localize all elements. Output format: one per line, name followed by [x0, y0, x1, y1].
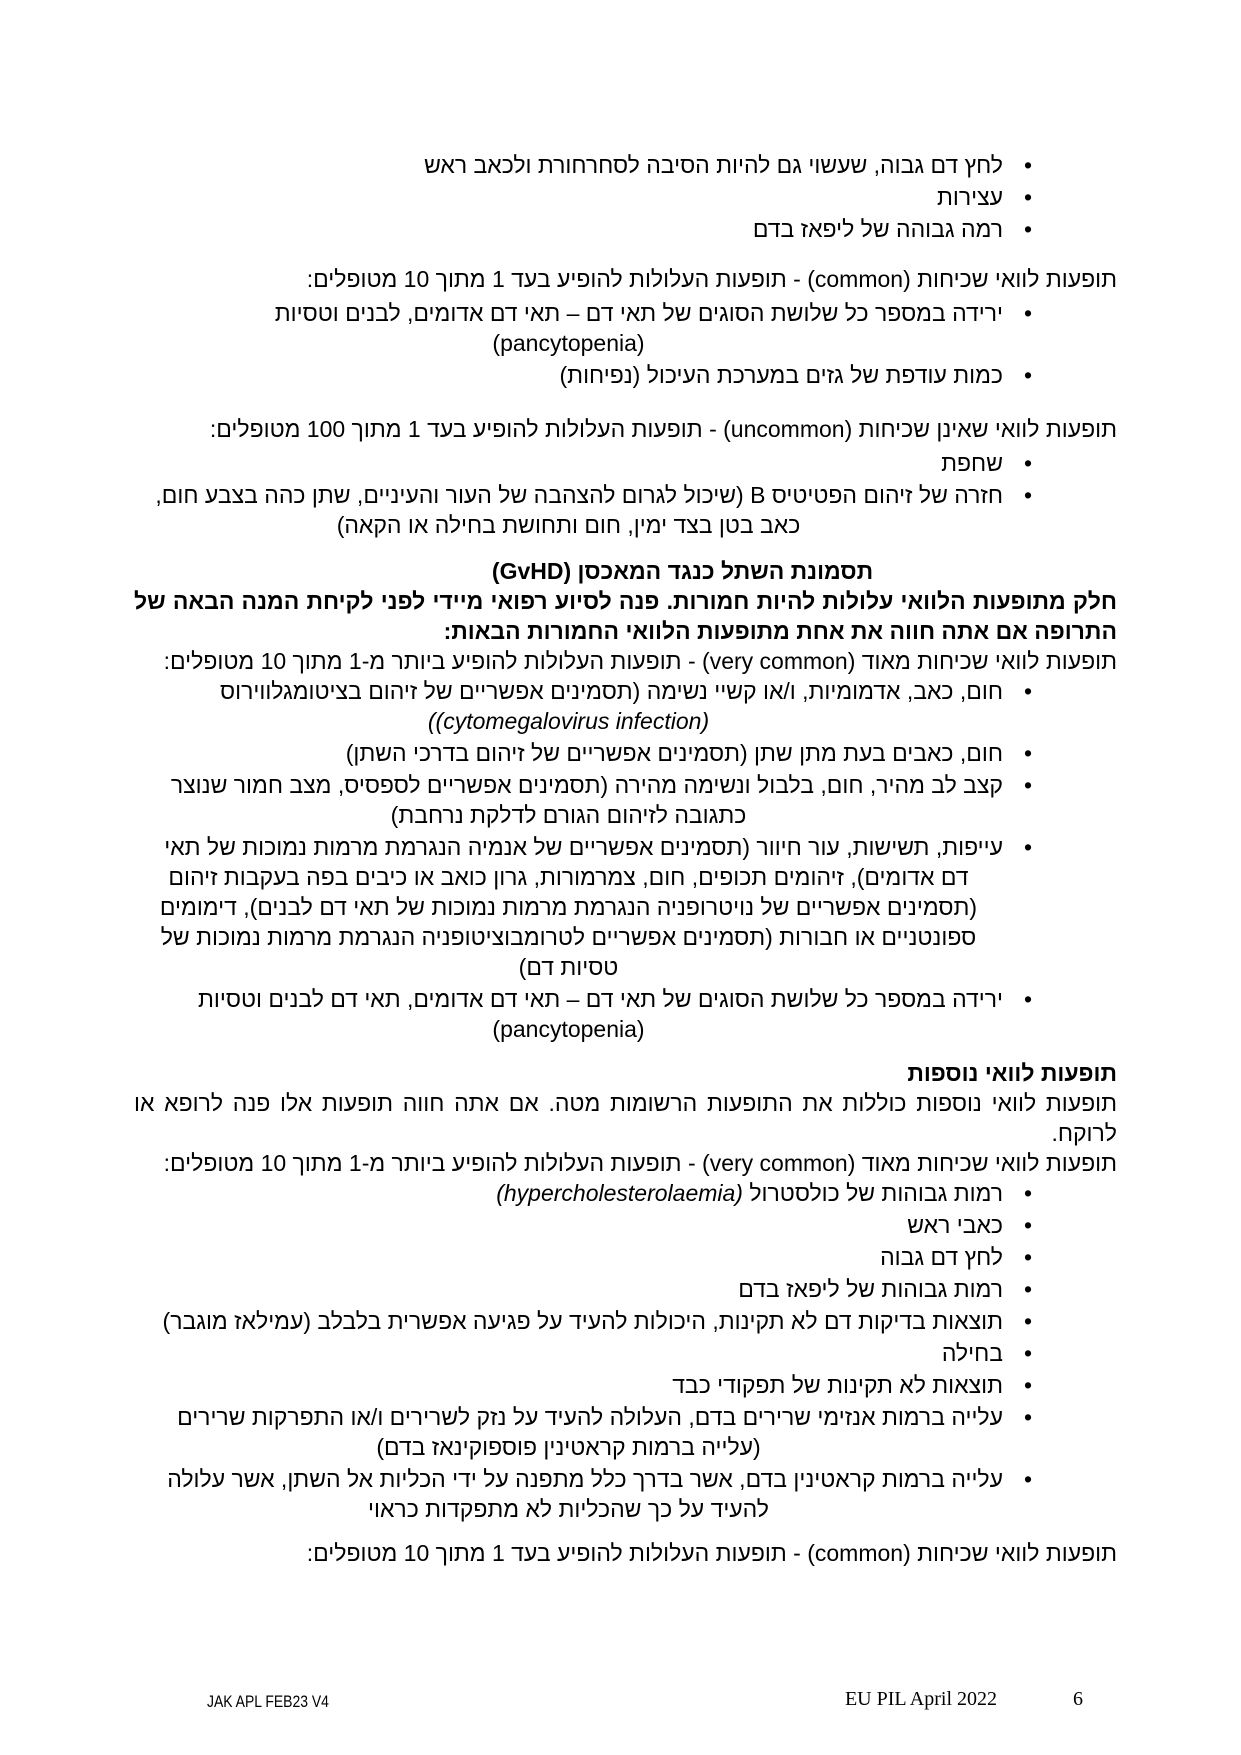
bullet-item-continuation-line	[134, 952, 1003, 982]
text-run: שחפת	[941, 450, 1003, 476]
bullet-icon: •	[1023, 1372, 1032, 1398]
text-run: עצירות	[936, 184, 1003, 210]
bullet-item	[134, 1464, 1032, 1524]
bullet-item-first-line	[134, 360, 1032, 390]
bullet-item	[134, 770, 1032, 830]
paragraph: תופעות לוואי שכיחות (common) - תופעות העלולות להופיע בעד 1 מתוך 10 מטופלים:	[306, 1540, 1117, 1566]
text-run: ירידה במספר כל שלושת הסוגים של תאי דם – תאי דם אדומים, תאי דם לבנים וטסיות	[198, 986, 1003, 1012]
bullet-item-continuation-line	[134, 510, 1003, 540]
bullet-item-first-line	[134, 182, 1032, 212]
text-run: (עלייה ברמות קראטינין פוספוקינאז בדם)	[376, 1434, 761, 1460]
bullet-list	[134, 676, 1117, 1044]
bullet-item-first-line	[134, 480, 1032, 510]
bullet-icon: •	[1023, 152, 1032, 178]
text-run: כמות עודפת של גזים במערכת העיכול (נפיחות)	[559, 362, 1003, 388]
bullet-item-first-line	[134, 984, 1032, 1014]
text-run: כאב בטן בצד ימין, חום ותחושת בחילה או הקאה)	[336, 512, 801, 538]
bullet-item-continuation-line	[134, 706, 1003, 736]
text-run: בחילה	[941, 1340, 1003, 1366]
bullet-item-first-line	[134, 298, 1032, 328]
bullet-icon: •	[1023, 1308, 1032, 1334]
footer-version-label: EU PIL April 2022	[844, 1688, 997, 1710]
text-run: תוצאות לא תקינות של תפקודי כבד	[672, 1372, 1003, 1398]
text-run: חום, כאב, אדמומיות, ו/או קשיי נשימה (תסמינים אפשריים של זיהום בציטומגלווירוס	[220, 678, 1003, 704]
text-run: לחץ דם גבוה	[880, 1244, 1003, 1270]
bullet-item-continuation-line	[134, 922, 1003, 952]
bullet-item-continuation-line	[134, 892, 1003, 922]
text-run: (pancytopenia)	[492, 330, 645, 356]
bullet-item-first-line	[134, 1402, 1032, 1432]
bullet-item-first-line	[134, 770, 1032, 800]
bullet-item-first-line	[134, 738, 1032, 768]
text-run: רמות גבוהות של כולסטרול	[742, 1180, 1003, 1206]
paragraph: תופעות לוואי שכיחות מאוד (very common) - תופעות העלולות להופיע ביותר מ-1 מתוך 10 מטופלים:	[163, 648, 1117, 674]
bullet-icon: •	[1023, 1180, 1032, 1206]
bullet-item	[134, 832, 1032, 982]
bullet-item	[134, 1242, 1032, 1272]
bullet-item	[134, 360, 1032, 390]
bullet-item-first-line	[134, 448, 1032, 478]
text-run: כאבי ראש	[907, 1212, 1003, 1238]
bullet-item	[134, 298, 1032, 358]
bullet-item	[134, 214, 1032, 244]
bullet-item-first-line	[134, 676, 1032, 706]
bullet-item	[134, 676, 1032, 736]
bullet-item	[134, 150, 1032, 180]
bullet-item-first-line	[134, 832, 1032, 862]
bullet-icon: •	[1023, 986, 1032, 1012]
bullet-item-first-line	[134, 1178, 1032, 1208]
bullet-item	[134, 1178, 1032, 1208]
bullet-icon: •	[1023, 834, 1032, 860]
bullet-icon: •	[1023, 1244, 1032, 1270]
text-run: עייפות, תשישות, עור חיוור (תסמינים אפשריים של אנמיה הנגרמת מרמות נמוכות של תאי	[164, 834, 1003, 860]
paragraph: חלק מתופעות הלוואי עלולות להיות חמורות. פנה לסיוע רפואי מיידי לפני לקיחת המנה הבאה של התרופה אם אתה חווה את אחת מתופעות הלוואי החמורות הבאות:	[134, 588, 1117, 644]
bullet-icon: •	[1023, 772, 1032, 798]
bullet-item-first-line	[134, 1210, 1032, 1240]
paragraph: תופעות לוואי שכיחות (common) - תופעות העלולות להופיע בעד 1 מתוך 10 מטופלים:	[306, 266, 1117, 292]
bullet-item-continuation-line	[134, 1494, 1003, 1524]
text-run: עלייה ברמות אנזימי שרירים בדם, העלולה להעיד על נזק לשרירים ו/או התפרקות שרירים	[177, 1404, 1003, 1430]
bullet-item-continuation-line	[134, 1014, 1003, 1044]
bullet-item-continuation-line	[134, 800, 1003, 830]
bullet-item	[134, 448, 1032, 478]
bullet-item	[134, 480, 1032, 540]
bullet-list	[134, 448, 1117, 540]
text-run: לחץ דם גבוה, שעשוי גם להיות הסיבה לסחרחורת ולכאב ראש	[424, 152, 1003, 178]
footer-document-code: JAK APL FEB23 V4	[207, 1692, 329, 1711]
text-run: ירידה במספר כל שלושת הסוגים של תאי דם – תאי דם אדומים, לבנים וטסיות	[274, 300, 1003, 326]
bullet-icon: •	[1023, 300, 1032, 326]
bullet-item-first-line	[134, 1306, 1032, 1336]
bullet-item	[134, 1306, 1032, 1336]
text-run: להעיד על כך שהכליות לא מתפקדות כראוי	[368, 1496, 769, 1522]
footer-page-number: 6	[1073, 1688, 1083, 1710]
bullet-icon: •	[1023, 482, 1032, 508]
text-run: כתגובה לזיהום הגורם לדלקת נרחבת)	[390, 802, 747, 828]
bullet-icon: •	[1023, 1340, 1032, 1366]
text-run: תוצאות בדיקות דם לא תקינות, היכולות להעיד על פגיעה אפשרית בלבלב (עמילאז מוגבר)	[162, 1308, 1003, 1334]
text-run: טסיות דם)	[518, 954, 619, 980]
page-footer	[0, 1684, 1241, 1714]
bullet-icon: •	[1023, 216, 1032, 242]
paragraph: תופעות לוואי שכיחות מאוד (very common) - תופעות העלולות להופיע ביותר מ-1 מתוך 10 מטופלים:	[163, 1150, 1117, 1176]
paragraph: תופעות לוואי נוספות כוללות את התופעות הרשומות מטה. אם אתה חווה תופעות אלו פנה לרופא או לרוקח.	[134, 1090, 1117, 1146]
bullet-item	[134, 1402, 1032, 1462]
text-run: (cytomegalovirus infection))	[427, 708, 710, 734]
text-run: (hypercholesterolaemia)	[496, 1180, 743, 1206]
bullet-list	[134, 150, 1117, 244]
bullet-item	[134, 1338, 1032, 1368]
text-run: רמות גבוהות של ליפאז בדם	[738, 1276, 1003, 1302]
bullet-item	[134, 984, 1032, 1044]
text-run: (pancytopenia)	[492, 1016, 645, 1042]
text-run: עלייה ברמות קראטינין בדם, אשר בדרך כלל מתפנה על ידי הכליות אל השתן, אשר עלולה	[167, 1466, 1003, 1492]
bullet-icon: •	[1023, 740, 1032, 766]
bullet-item-first-line	[134, 1242, 1032, 1272]
bullet-item	[134, 1274, 1032, 1304]
bullet-item-first-line	[134, 1274, 1032, 1304]
text-run: (תסמינים אפשריים של נויטרופניה הנגרמת מרמות נמוכות של תאי דם לבנים), דימומים	[159, 894, 978, 920]
bullet-icon: •	[1023, 450, 1032, 476]
bullet-icon: •	[1023, 1404, 1032, 1430]
bullet-icon: •	[1023, 1212, 1032, 1238]
content-column	[134, 150, 1117, 1568]
bullet-icon: •	[1023, 362, 1032, 388]
text-run: ספונטניים או חבורות (תסמינים אפשריים לטרומבוציטופניה הנגרמת מרמות נמוכות של	[160, 924, 977, 950]
bullet-item-continuation-line	[134, 862, 1003, 892]
text-run: חזרה של זיהום הפטיטיס B (שיכול לגרום להצהבה של העור והעיניים, שתן כהה בצבע חום,	[155, 482, 1003, 508]
section-heading: תסמונת השתל כנגד המאכסן (GvHD)	[491, 558, 874, 584]
paragraph: תופעות לוואי שאינן שכיחות (uncommon) - תופעות העלולות להופיע בעד 1 מתוך 100 מטופלים:	[209, 416, 1117, 442]
bullet-icon: •	[1023, 1276, 1032, 1302]
bullet-item-first-line	[134, 1370, 1032, 1400]
bullet-item-first-line	[134, 1338, 1032, 1368]
bullet-icon: •	[1023, 678, 1032, 704]
bullet-item	[134, 182, 1032, 212]
bullet-list	[134, 298, 1117, 390]
bullet-icon: •	[1023, 1466, 1032, 1492]
bullet-item	[134, 1210, 1032, 1240]
bullet-item-first-line	[134, 1464, 1032, 1494]
bullet-item	[134, 1370, 1032, 1400]
section-heading: תופעות לוואי נוספות	[907, 1060, 1117, 1086]
bullet-icon: •	[1023, 184, 1032, 210]
text-run: רמה גבוהה של ליפאז בדם	[752, 216, 1003, 242]
bullet-item-first-line	[134, 150, 1032, 180]
bullet-item-continuation-line	[134, 1432, 1003, 1462]
bullet-list	[134, 1178, 1117, 1524]
bullet-item-continuation-line	[134, 328, 1003, 358]
text-run: דם אדומים), זיהומים תכופים, חום, צמרמורות, גרון כואב או כיבים בפה בעקבות זיהום	[168, 864, 969, 890]
bullet-item	[134, 738, 1032, 768]
bullet-item-first-line	[134, 214, 1032, 244]
text-run: קצב לב מהיר, חום, בלבול ונשימה מהירה (תסמינים אפשריים לספסיס, מצב חמור שנוצר	[170, 772, 1003, 798]
text-run: חום, כאבים בעת מתן שתן (תסמינים אפשריים של זיהום בדרכי השתן)	[345, 740, 1003, 766]
